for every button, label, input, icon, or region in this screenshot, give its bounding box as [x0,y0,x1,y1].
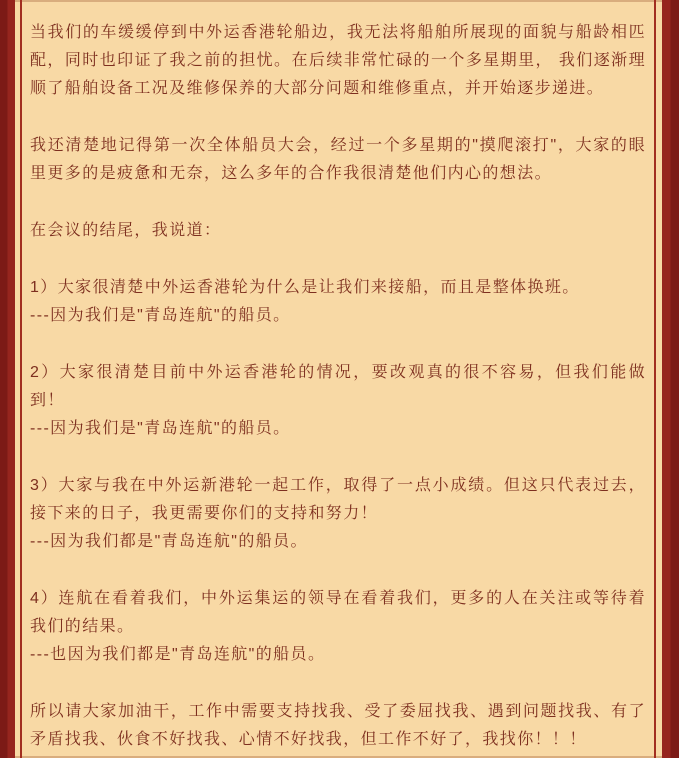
paragraph: 1）大家很清楚中外运香港轮为什么是让我们来接船，而且是整体换班。 ---因为我们是"青岛连航"的船员。 [30,279,580,324]
left-border-bar [0,0,15,758]
paragraph: 3）大家与我在中外运新港轮一起工作，取得了一点小成绩。但这只代表过去，接下来的日子，我更需要你们的支持和努力！ ---因为我们都是"青岛连航"的船员。 [30,477,646,550]
paragraph: 我还清楚地记得第一次全体船员大会，经过一个多星期的"摸爬滚打"，大家的眼里更多的是疲惫和无奈，这么多年的合作我很清楚他们内心的想法。 [30,137,646,182]
paragraph: 2）大家很清楚目前中外运香港轮的情况，要改观真的很不容易，但我们能做到！ ---因为我们是"青岛连航"的船员。 [30,364,646,437]
paragraph: 4）连航在看着我们，中外运集运的领导在看着我们，更多的人在关注或等待着我们的结果。 ---也因为我们都是"青岛连航"的船员。 [30,590,646,663]
paragraph: 所以请大家加油干，工作中需要支持找我、受了委屈找我、遇到问题找我、有了矛盾找我、伙食不好找我、心情不好找我，但工作不好了，我找你！！！ [30,703,646,748]
article-body [22,0,654,758]
paragraph: 在会议的结尾，我说道： [30,222,222,239]
right-rule-line [654,0,656,758]
right-border-bar [662,0,679,758]
paragraph: 当我们的车缓缓停到中外运香港轮船边，我无法将船舶所展现的面貌与船龄相匹配，同时也印证了我之前的担忧。在后续非常忙碌的一个多星期里， 我们逐渐理顺了船舶设备工况及维修保养的大部分问题和维修重点，并开始逐步递进。 [30,24,646,97]
